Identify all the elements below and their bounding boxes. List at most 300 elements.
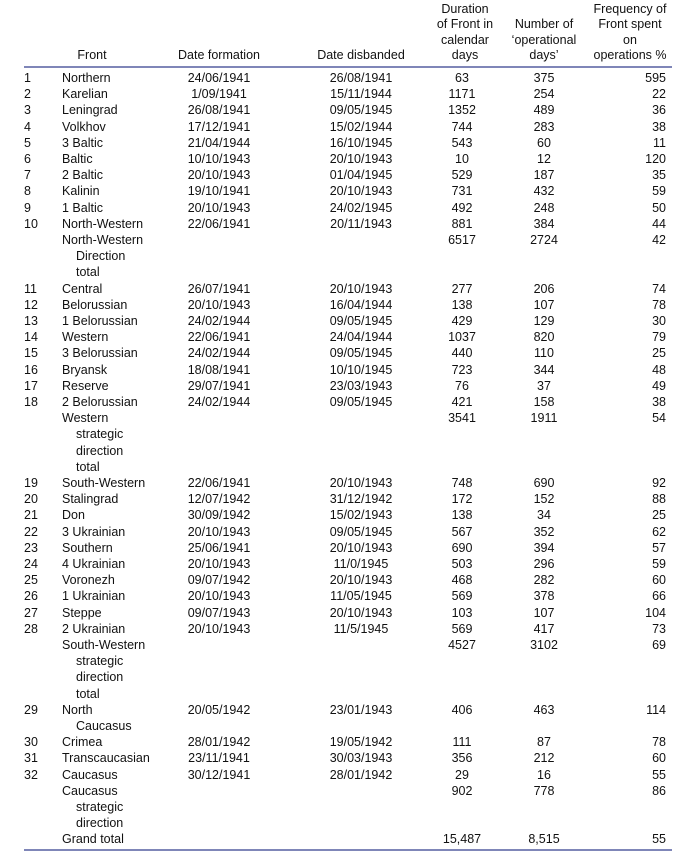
front-name-line: Caucasus <box>62 767 118 782</box>
front-number: 30 <box>24 735 38 750</box>
front-name-line: Belorussian <box>62 297 128 312</box>
calendar-days-cell: 902 <box>451 783 473 798</box>
date-formation-cell: 20/10/1943 <box>187 557 251 571</box>
front-name-line: 4 Ukrainian <box>62 557 126 571</box>
frequency-cell: 22 <box>652 87 666 102</box>
front-name-line: total <box>76 459 100 474</box>
operational-days-cell: 16 <box>537 767 551 782</box>
calendar-days-cell: 731 <box>451 184 473 199</box>
header-calendar-days <box>432 2 498 63</box>
date-formation-cell: 17/12/1941 <box>187 119 251 134</box>
calendar-days-cell: 6517 <box>448 233 476 247</box>
front-name-cell <box>62 637 182 702</box>
operational-days-cell: 254 <box>533 87 555 102</box>
front-name-line: total <box>76 686 100 701</box>
calendar-days-cell: 63 <box>455 71 469 85</box>
calendar-days-cell: 172 <box>451 492 473 507</box>
front-number: 16 <box>24 362 38 377</box>
front-name-line: North <box>62 702 93 717</box>
front-name-cell <box>62 394 182 410</box>
date-disbanded-cell: 10/10/1945 <box>329 362 393 377</box>
date-formation-cell: 22/06/1941 <box>187 476 251 490</box>
date-formation-cell: 20/10/1943 <box>187 524 251 539</box>
date-disbanded-cell: 24/04/1944 <box>329 330 393 345</box>
date-formation-cell: 09/07/1942 <box>187 573 251 588</box>
operational-days-cell: 283 <box>533 119 555 134</box>
front-name-line: 2 Ukrainian <box>62 621 126 636</box>
frequency-cell: 114 <box>646 702 666 717</box>
frequency-cell: 30 <box>652 314 666 328</box>
front-name-line: Bryansk <box>62 362 108 377</box>
front-name-cell <box>62 313 182 329</box>
frequency-cell: 36 <box>652 103 666 118</box>
front-number: 27 <box>24 605 38 620</box>
front-name-cell <box>62 491 182 507</box>
calendar-days-cell: 103 <box>451 605 473 620</box>
operational-days-cell: 417 <box>533 621 555 636</box>
front-name-line: Volkhov <box>62 119 106 134</box>
front-name-cell <box>62 572 182 588</box>
date-disbanded-cell: 11/05/1945 <box>330 589 392 604</box>
calendar-days-cell: 744 <box>451 119 473 134</box>
frequency-cell: 595 <box>645 71 666 85</box>
date-disbanded-cell: 24/02/1945 <box>329 200 393 215</box>
calendar-days-cell: 543 <box>451 135 473 150</box>
frequency-cell: 55 <box>652 832 666 847</box>
front-number: 23 <box>24 540 38 555</box>
front-number: 1 <box>24 71 31 85</box>
front-name-cell <box>62 410 182 475</box>
front-name-cell <box>62 216 182 232</box>
front-name-line: North-Western <box>62 233 144 247</box>
front-number: 31 <box>24 751 38 766</box>
frequency-cell: 120 <box>645 152 666 166</box>
front-name-cell <box>62 329 182 345</box>
front-name-line: Western <box>62 330 109 345</box>
date-disbanded-cell: 09/05/1945 <box>329 314 393 328</box>
front-name-cell <box>62 524 182 540</box>
front-name-cell <box>62 135 182 151</box>
front-number: 2 <box>24 87 31 102</box>
front-name-cell <box>62 200 182 216</box>
operational-days-cell: 375 <box>533 71 555 85</box>
date-disbanded-cell: 09/05/1945 <box>329 103 393 118</box>
frequency-cell: 88 <box>652 492 666 507</box>
frequency-cell: 79 <box>652 330 666 345</box>
operational-days-cell: 778 <box>533 783 555 798</box>
frequency-cell: 55 <box>652 767 666 782</box>
operational-days-cell: 3102 <box>530 638 558 652</box>
front-name-line: strategic <box>76 654 124 669</box>
front-number: 12 <box>24 297 38 312</box>
front-name-cell <box>62 119 182 135</box>
front-number: 3 <box>24 103 31 118</box>
calendar-days-cell: 492 <box>451 200 473 215</box>
date-formation-cell: 12/07/1942 <box>187 492 251 507</box>
calendar-days-cell: 567 <box>451 524 473 539</box>
date-formation-cell: 09/07/1943 <box>187 605 251 620</box>
front-name-cell <box>62 362 182 378</box>
front-name-cell <box>62 297 182 313</box>
date-disbanded-cell: 15/02/1943 <box>329 508 393 523</box>
calendar-days-cell: 76 <box>455 378 469 393</box>
front-name-line: Caucasus <box>62 783 118 798</box>
front-number: 25 <box>24 573 38 588</box>
front-name-cell <box>62 86 182 102</box>
header-line: operations % <box>593 47 667 62</box>
date-disbanded-cell: 15/02/1944 <box>329 119 393 134</box>
front-name-cell <box>62 605 182 621</box>
front-name-line: South-Western <box>62 476 146 490</box>
header-operational-days <box>506 17 582 63</box>
front-number: 29 <box>24 702 38 717</box>
operational-days-cell: 107 <box>533 297 555 312</box>
front-number: 4 <box>24 119 31 134</box>
header-line: on <box>623 32 637 47</box>
date-formation-cell: 20/10/1943 <box>187 621 251 636</box>
operational-days-cell: 206 <box>533 281 555 296</box>
front-name-cell <box>62 475 182 491</box>
frequency-cell: 92 <box>652 476 666 490</box>
date-disbanded-cell: 20/10/1943 <box>329 152 393 166</box>
frequency-cell: 57 <box>652 540 666 555</box>
calendar-days-cell: 1037 <box>448 330 476 345</box>
frequency-cell: 73 <box>652 621 666 636</box>
date-disbanded-cell: 20/10/1943 <box>329 184 393 199</box>
operational-days-cell: 110 <box>534 346 554 361</box>
frequency-cell: 62 <box>652 524 666 539</box>
date-disbanded-cell: 16/04/1944 <box>329 297 393 312</box>
operational-days-cell: 212 <box>533 751 555 766</box>
operational-days-cell: 690 <box>533 476 555 490</box>
date-formation-cell: 28/01/1942 <box>187 735 251 750</box>
frequency-cell: 35 <box>652 168 666 183</box>
calendar-days-cell: 15,487 <box>442 832 482 847</box>
front-number: 32 <box>24 767 38 782</box>
operational-days-cell: 2724 <box>530 233 558 247</box>
front-name-cell <box>62 281 182 297</box>
front-name-line: Transcaucasian <box>62 751 150 766</box>
header-line: days <box>451 47 479 62</box>
date-formation-cell: 24/02/1944 <box>187 395 251 409</box>
date-disbanded-cell: 23/03/1943 <box>329 378 393 393</box>
frequency-cell: 38 <box>652 119 666 134</box>
operational-days-cell: 489 <box>533 103 555 118</box>
calendar-days-cell: 4527 <box>448 638 476 652</box>
front-name-line: strategic <box>76 427 124 442</box>
date-disbanded-cell: 09/05/1945 <box>329 524 393 539</box>
frequency-cell: 48 <box>652 362 666 377</box>
frequency-cell: 66 <box>652 589 666 604</box>
front-name-line: Western <box>62 411 109 426</box>
front-number: 21 <box>24 508 38 523</box>
frequency-cell: 60 <box>652 751 666 766</box>
calendar-days-cell: 440 <box>451 346 473 361</box>
calendar-days-cell: 1352 <box>448 103 476 118</box>
header-frequency <box>588 2 672 63</box>
date-disbanded-cell: 28/01/1942 <box>329 767 393 782</box>
front-name-line: 1 Ukrainian <box>62 589 126 604</box>
header-date-disbanded: Date disbanded <box>317 47 405 62</box>
date-disbanded-cell: 16/10/1945 <box>329 135 393 150</box>
calendar-days-cell: 138 <box>451 508 473 523</box>
frequency-cell: 25 <box>652 346 666 361</box>
date-formation-cell: 1/09/1941 <box>191 87 247 102</box>
date-disbanded-cell: 20/10/1943 <box>329 281 393 296</box>
front-name-line: Crimea <box>62 735 103 750</box>
date-disbanded-cell: 20/10/1943 <box>329 540 393 555</box>
front-name-cell <box>62 167 182 183</box>
frequency-cell: 78 <box>652 297 666 312</box>
date-disbanded-cell: 30/03/1943 <box>329 751 393 766</box>
front-number: 22 <box>24 524 38 539</box>
front-name-cell <box>62 540 182 556</box>
frequency-cell: 74 <box>652 281 666 296</box>
header-line: calendar <box>441 32 489 47</box>
operational-days-cell: 352 <box>533 524 555 539</box>
bottom-rule <box>24 849 672 851</box>
front-number: 6 <box>24 152 31 166</box>
calendar-days-cell: 277 <box>451 281 473 296</box>
frequency-cell: 104 <box>645 605 666 620</box>
frequency-cell: 42 <box>652 233 666 247</box>
operational-days-cell: 432 <box>533 184 555 199</box>
front-number: 28 <box>24 621 38 636</box>
front-name-cell <box>62 783 182 832</box>
front-name-cell <box>62 151 182 167</box>
calendar-days-cell: 3541 <box>448 411 476 426</box>
date-disbanded-cell: 09/05/1945 <box>329 346 393 361</box>
operational-days-cell: 129 <box>533 314 555 328</box>
front-number: 5 <box>24 135 31 150</box>
header-front: Front <box>77 47 107 62</box>
front-name-line: North-Western <box>62 216 144 231</box>
frequency-cell: 86 <box>652 783 666 798</box>
frequency-cell: 11 <box>653 135 666 150</box>
calendar-days-cell: 569 <box>451 621 473 636</box>
front-name-line: Steppe <box>62 605 102 620</box>
date-formation-cell: 21/04/1944 <box>187 135 251 150</box>
front-name-line: 1 Baltic <box>62 200 103 215</box>
calendar-days-cell: 421 <box>451 395 473 409</box>
header-line: ‘operational <box>511 32 577 47</box>
operational-days-cell: 34 <box>537 508 551 523</box>
frequency-cell: 78 <box>652 735 666 750</box>
front-number: 24 <box>24 557 38 571</box>
header-line: days’ <box>529 47 559 62</box>
date-formation-cell: 24/02/1944 <box>187 346 251 361</box>
operational-days-cell: 158 <box>533 395 555 409</box>
date-disbanded-cell: 19/05/1942 <box>329 735 393 750</box>
front-name-line: 3 Ukrainian <box>62 524 126 539</box>
calendar-days-cell: 1171 <box>448 87 476 102</box>
front-name-cell <box>62 345 182 361</box>
front-name-line: direction <box>76 816 124 831</box>
front-name-line: 3 Belorussian <box>62 346 138 361</box>
date-disbanded-cell: 11/5/1945 <box>333 621 389 636</box>
date-formation-cell: 22/06/1941 <box>187 330 251 345</box>
header-line: Duration <box>441 2 489 17</box>
front-name-cell <box>62 750 182 766</box>
front-number: 20 <box>24 492 38 507</box>
front-name-line: Karelian <box>62 87 108 102</box>
front-number: 7 <box>24 168 31 183</box>
frequency-cell: 59 <box>652 557 666 571</box>
front-name-cell <box>62 556 182 572</box>
front-name-line: Central <box>62 281 103 296</box>
date-disbanded-cell: 31/12/1942 <box>329 492 393 507</box>
front-name-line: 2 Belorussian <box>62 395 138 409</box>
calendar-days-cell: 10 <box>455 152 469 166</box>
frequency-cell: 54 <box>652 411 666 426</box>
frequency-cell: 49 <box>652 378 666 393</box>
date-formation-cell: 20/05/1942 <box>187 702 251 717</box>
calendar-days-cell: 429 <box>451 314 473 328</box>
frequency-cell: 25 <box>652 508 666 523</box>
front-name-cell <box>62 588 182 604</box>
calendar-days-cell: 748 <box>451 476 473 490</box>
operational-days-cell: 107 <box>533 605 555 620</box>
calendar-days-cell: 881 <box>451 216 473 231</box>
calendar-days-cell: 29 <box>455 767 469 782</box>
front-name-cell <box>62 507 182 523</box>
calendar-days-cell: 569 <box>451 589 473 604</box>
front-name-line: Leningrad <box>62 103 118 118</box>
operational-days-cell: 282 <box>533 573 555 588</box>
date-disbanded-cell: 20/10/1943 <box>329 476 393 490</box>
table-header <box>0 0 693 66</box>
operational-days-cell: 296 <box>533 557 555 571</box>
front-name-line: South-Western <box>62 638 146 652</box>
header-line: Frequency of <box>593 2 667 17</box>
date-disbanded-cell: 20/10/1943 <box>329 573 393 588</box>
frequency-cell: 60 <box>652 573 666 588</box>
operational-days-cell: 344 <box>533 362 555 377</box>
date-disbanded-cell: 11/0/1945 <box>333 557 389 571</box>
date-formation-cell: 26/08/1941 <box>187 103 251 118</box>
front-name-cell <box>62 102 182 118</box>
front-name-cell <box>62 734 182 750</box>
front-name-line: direction <box>76 670 124 685</box>
operational-days-cell: 820 <box>533 330 555 345</box>
front-number: 19 <box>24 476 38 490</box>
operational-days-cell: 60 <box>537 135 551 150</box>
front-name-line: Voronezh <box>62 573 115 588</box>
operational-days-cell: 1911 <box>530 411 558 426</box>
front-number: 26 <box>24 589 38 604</box>
calendar-days-cell: 503 <box>451 557 473 571</box>
operational-days-cell: 37 <box>537 378 551 393</box>
header-rule <box>24 66 672 68</box>
operational-days-cell: 394 <box>533 540 555 555</box>
date-formation-cell: 18/08/1941 <box>187 362 251 377</box>
front-name-cell <box>62 378 182 394</box>
front-name-cell <box>62 232 182 281</box>
front-name-line: Southern <box>62 540 113 555</box>
front-number: 11 <box>24 281 37 296</box>
front-number: 8 <box>24 184 31 199</box>
frequency-cell: 44 <box>652 216 666 231</box>
operational-days-cell: 378 <box>533 589 555 604</box>
front-name-line: Kalinin <box>62 184 100 199</box>
calendar-days-cell: 468 <box>451 573 473 588</box>
calendar-days-cell: 356 <box>451 751 473 766</box>
front-name-cell <box>62 621 182 637</box>
date-formation-cell: 20/10/1943 <box>187 200 251 215</box>
calendar-days-cell: 111 <box>452 735 472 750</box>
front-name-line: Northern <box>62 71 111 85</box>
calendar-days-cell: 723 <box>451 362 473 377</box>
date-disbanded-cell: 09/05/1945 <box>329 395 393 409</box>
calendar-days-cell: 406 <box>451 702 473 717</box>
date-disbanded-cell: 20/10/1943 <box>329 605 393 620</box>
header-date-formation: Date formation <box>178 47 260 62</box>
operational-days-cell: 152 <box>533 492 555 507</box>
date-disbanded-cell: 26/08/1941 <box>329 71 393 85</box>
date-disbanded-cell: 20/11/1943 <box>330 216 392 231</box>
date-disbanded-cell: 23/01/1943 <box>329 702 393 717</box>
header-line: Number of <box>514 17 574 32</box>
front-number: 10 <box>24 216 38 231</box>
date-disbanded-cell: 01/04/1945 <box>329 168 393 183</box>
calendar-days-cell: 138 <box>451 297 473 312</box>
date-formation-cell: 22/06/1941 <box>187 216 251 231</box>
front-name-line: Baltic <box>62 152 93 166</box>
operational-days-cell: 12 <box>537 152 551 166</box>
front-name-cell <box>62 702 182 734</box>
operational-days-cell: 384 <box>533 216 555 231</box>
operational-days-cell: 187 <box>533 168 555 183</box>
frequency-cell: 50 <box>652 200 666 215</box>
date-formation-cell: 20/10/1943 <box>187 168 251 183</box>
front-name-line: Don <box>62 508 85 523</box>
operational-days-cell: 8,515 <box>528 832 560 847</box>
front-number: 15 <box>24 346 38 361</box>
front-number: 13 <box>24 314 38 328</box>
operational-days-cell: 248 <box>533 200 555 215</box>
calendar-days-cell: 529 <box>451 168 473 183</box>
date-formation-cell: 24/06/1941 <box>187 71 251 85</box>
date-formation-cell: 25/06/1941 <box>187 540 251 555</box>
front-name-line: direction <box>76 443 124 458</box>
date-formation-cell: 30/09/1942 <box>187 508 251 523</box>
frequency-cell: 38 <box>652 395 666 409</box>
front-name-line: Reserve <box>62 378 109 393</box>
front-name-cell <box>62 767 182 783</box>
date-formation-cell: 26/07/1941 <box>187 281 251 296</box>
front-name-line: Grand total <box>62 832 124 847</box>
front-name-line: Stalingrad <box>62 492 119 507</box>
front-number: 14 <box>24 330 38 345</box>
calendar-days-cell: 690 <box>451 540 473 555</box>
date-formation-cell: 24/02/1944 <box>187 314 251 328</box>
date-formation-cell: 30/12/1941 <box>187 767 251 782</box>
front-name-line: 3 Baltic <box>62 135 103 150</box>
front-name-line: strategic <box>76 800 124 814</box>
date-formation-cell: 29/07/1941 <box>187 378 251 393</box>
front-name-cell <box>62 70 182 86</box>
header-line: Front spent <box>598 17 662 32</box>
front-number: 17 <box>24 378 38 393</box>
header-line: of Front in <box>436 17 494 32</box>
date-formation-cell: 20/10/1943 <box>187 589 251 604</box>
front-name-line: Direction <box>76 249 126 264</box>
frequency-cell: 69 <box>652 638 666 652</box>
date-formation-cell: 10/10/1943 <box>187 152 251 166</box>
front-name-line: Caucasus <box>76 719 132 733</box>
front-name-cell <box>62 183 182 199</box>
frequency-cell: 59 <box>652 184 666 199</box>
